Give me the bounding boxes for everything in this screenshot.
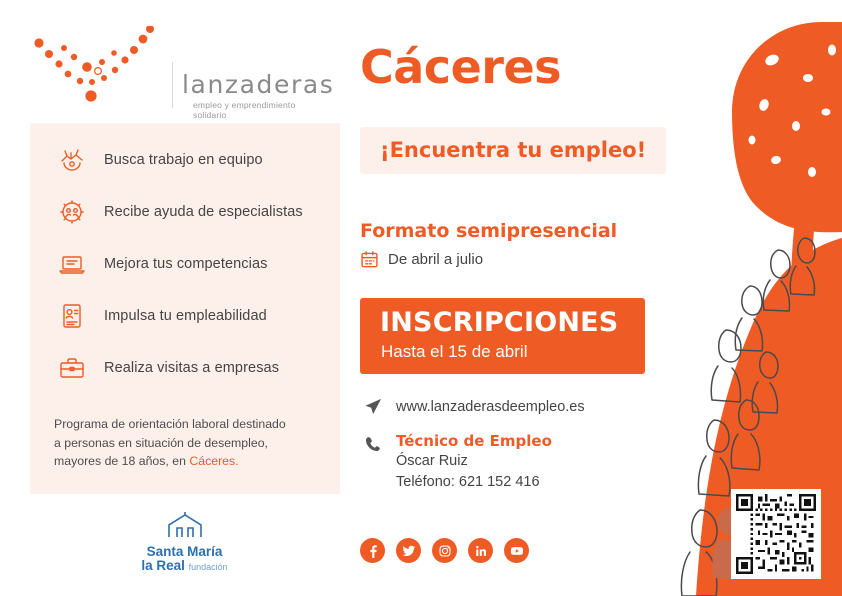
dates-text: De abril a julio: [388, 251, 484, 268]
contact-name: Óscar Ruiz: [396, 453, 468, 469]
handshake-icon: [54, 142, 90, 178]
note-highlight: Cáceres.: [189, 454, 239, 468]
note-line-1: Programa de orientación laboral destinado: [54, 417, 286, 431]
resume-icon: [54, 298, 90, 334]
phone-icon: [360, 432, 386, 493]
contact-block: [360, 432, 552, 493]
benefit-item-specialists: [54, 191, 324, 233]
santa-maria-la-real-logo: [122, 512, 247, 576]
calendar-icon: [360, 250, 379, 269]
logo-wordmark: lanzaderas: [182, 70, 335, 99]
logo-dots-icon: [30, 26, 165, 106]
left-column: [0, 0, 345, 596]
qr-code[interactable]: [731, 489, 821, 579]
note-line-3: mayores de 18 años, en: [54, 454, 190, 468]
lanzaderas-logo: [30, 26, 335, 120]
website-text: www.lanzaderasdeempleo.es: [396, 398, 585, 415]
note-line-2: a personas en situación de desempleo,: [54, 435, 268, 450]
dates-row: [360, 250, 483, 269]
foundation-line-1: Santa María: [146, 544, 223, 559]
contact-phone: Teléfono: 621 152 416: [396, 474, 540, 490]
format-label: Formato semipresencial: [360, 220, 618, 242]
benefit-label: Recibe ayuda de especialistas: [104, 204, 303, 220]
benefit-label: Mejora tus competencias: [104, 256, 268, 272]
foundation-suffix: fundación: [188, 562, 228, 572]
tagline-text: ¡Encuentra tu empleo!: [380, 138, 647, 162]
social-links: [360, 538, 529, 563]
facebook-icon[interactable]: [360, 538, 385, 563]
logo-divider: [172, 62, 173, 108]
benefits-panel: [30, 123, 340, 494]
contact-role: Técnico de Empleo: [396, 432, 552, 450]
benefit-label: Realiza visitas a empresas: [104, 360, 280, 376]
building-icon: [164, 512, 206, 538]
qr-code-image: [736, 494, 816, 574]
logo-tagline: empleo y emprendimiento solidario: [193, 100, 296, 120]
gear-people-icon: [54, 194, 90, 230]
program-note: [54, 415, 328, 471]
laptop-icon: [54, 246, 90, 282]
youtube-icon[interactable]: [504, 538, 529, 563]
benefit-label: Impulsa tu empleabilidad: [104, 308, 267, 324]
foundation-line-2: la Real: [141, 558, 185, 573]
cta-title: INSCRIPCIONES: [380, 307, 619, 338]
briefcase-icon: [54, 350, 90, 386]
page-title: Cáceres: [360, 40, 562, 94]
benefit-item-visits: [54, 347, 324, 389]
benefit-item-skills: [54, 243, 324, 285]
benefit-item-teamwork: [54, 139, 324, 181]
instagram-icon[interactable]: [432, 538, 457, 563]
benefit-item-employability: [54, 295, 324, 337]
twitter-icon[interactable]: [396, 538, 421, 563]
linkedin-icon[interactable]: [468, 538, 493, 563]
benefit-label: Busca trabajo en equipo: [104, 152, 263, 168]
cta-subtitle: Hasta el 15 de abril: [381, 342, 528, 361]
send-icon: [360, 397, 386, 416]
website-row[interactable]: [360, 397, 585, 416]
